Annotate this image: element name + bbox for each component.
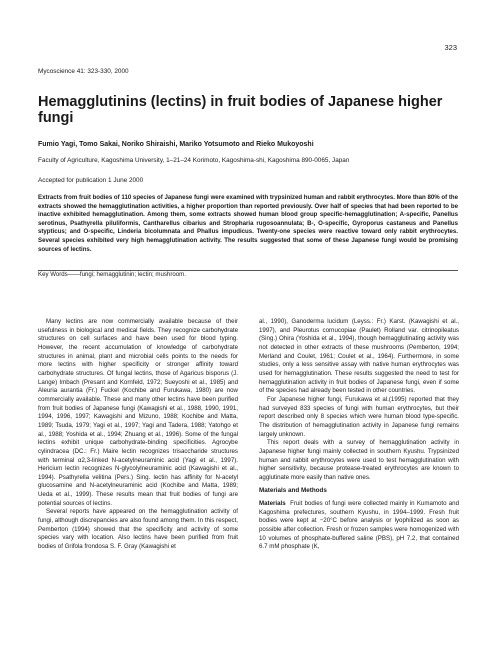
- journal-reference: Mycoscience 41: 323-330, 2000: [38, 68, 129, 75]
- materials-paragraph: [259, 500, 459, 552]
- affiliation: Faculty of Agriculture, Kagoshima University, 1–21–24 Korimoto, Kagoshima-shi, Kagoshima 890-0065, Japan: [38, 157, 350, 164]
- abstract: Extracts from fruit bodies of 110 species of Japanese fungi were examined with trypsinized human and rabbit erythrocytes. More than 80% of the extracts showed the hemagglutination activities, a higher proportion than reported previously. Over half of species that had been reported to be inactive exhibited hemagglutination. Among them, some extracts showed human blood group specific-hemagglutination; A-specific, Panellus serotinus, Psathyrella piluliformis, Cantharellus cibarius and Stropharia rugosoannulata; B-, O-specific, Gyroporus castaneus and Panellus stypticus; and O-specific, Linderia bicolumnata and Phallus impudicus. Twenty-one species were reactive toward only rabbit erythrocytes. Several species exhibited very high hemagglutination activity. The results suggested that some of these Japanese fungi would be promising sources of lectins.: [38, 194, 458, 253]
- accepted-date: Accepted for publication 1 June 2000: [38, 177, 144, 184]
- paragraph: This report deals with a survey of hemagglutination activity in Japanese higher fungi mainly collected in southern Kyushu. Trypsinized human and rabbit erythrocytes were used to test hemagglutination with higher sensitivity, because protease-treated erythrocytes are known to agglutinate more easily than native ones.: [259, 439, 459, 481]
- body-column-right: [259, 318, 459, 552]
- page-number: 323: [444, 43, 457, 52]
- run-in-heading: Materials: [259, 500, 286, 508]
- keywords: Key Words——fungi; hemagglutinin; lectin; mushroom.: [38, 271, 186, 278]
- paragraph: For Japanese higher fungi, Furukawa et al.(1995) reported that they had surveyed 833 species of fungi with human erythrocytes, but their report described only 8 species which were human blood type-specific. The distribution of hemagglutination activity in Japanese fungi remains largely unknown.: [259, 395, 459, 438]
- paragraph: Many lectins are now commercially available because of their usefulness in biological and medical fields. They recognize carbohydrate structures on cell surfaces and have been used for blood typing. However, the recent accumulation of knowledge of carbohydrate structures in animal, plant and microbial cells points to the needs for more lectins with higher specificity or stronger affinity toward carbohydrate structures. Of fungal lectins, those of Agaricus bisporus (J. Lange) Imbach (Presant and Kornfeld, 1972; Sueyoshi et al., 1985) and Aleuria aurantia (Fr.) Fuckel (Kochibe and Furukawa, 1980) are now commercially available. These and many other lectins have been purified from fruit bodies of Japanese fungi (Kawagishi et al., 1988, 1990, 1991, 1994, 1996, 1997; Kawagishi and Mizuno, 1988; Kochibe and Matta, 1989; Tsuda, 1979; Yagi et al., 1997; Yagi and Tadera, 1988; Yatohgo et al., 1988; Yoshida et al., 1994; Zhuang et al., 1996). Some of the fungal lectins exhibit unique carbohydrate-binding specificities. Agrocybe cylindracea (DC.: Fr.) Maire lectin recognizes trisaccharide structures with terminal α2,3-linked N-acetylneuraminic acid (Yagi et al., 1997). Hericium lectin recognizes N-glycolylneuraminic acid (Kawagishi et al., 1994). Psathyrella velitina (Pers.) Sing. lectin has affinity for N-acetyl glucosamine and N-acetylneuraminic acid (Kochibe and Matta, 1989; Ueda et al., 1999). These results mean that fruit bodies of fungi are potential sources of lectins.: [38, 318, 238, 507]
- paragraph: al., 1990), Ganoderma lucidum (Leyss.: Fr.) Karst. (Kawagishi et al., 1997), and Pleurotus cornucopiae (Paulet) Rolland var. citrinopileatus (Sing.) Ohira (Yoshida et al., 1994), though hemagglutinating activity was not detected in other extracts of these mushrooms (Pemberton, 1994; Merland and Coulet, 1961; Coulet et al., 1964). Furthermore, in some studies, only a less sensitive assay with native human erythrocytes was used for hemagglutination. These results suggested the need to test for hemagglutination activity in fruit bodies of Japanese fungi, even if some of the species had already been tested in other countries.: [259, 318, 459, 395]
- body-column-left: [38, 318, 238, 552]
- section-heading: Materials and Methods: [259, 487, 327, 495]
- author-list: Fumio Yagi, Tomo Sakai, Noriko Shiraishi, Mariko Yotsumoto and Rieko Mukoyoshi: [38, 141, 314, 148]
- paragraph: Several reports have appeared on the hemagglutination activity of fungi, although discrepancies are also found among them. In this respect, Pemberton (1994) showed that the specificity and activity of some species vary with location. Also lectins have been purified from fruit bodies of Grifola frondosa S. F. Gray (Kawagishi et: [38, 508, 238, 551]
- article-title: Hemagglutinins (lectins) in fruit bodies of Japanese higher fungi: [38, 94, 443, 126]
- paragraph-text: Fruit bodies of fungi were collected mainly in Kumamoto and Kagoshima prefectures, southern Kyushu, in 1994–1999. Fresh fruit bodies were kept at −20°C before analysis or lyophilized as soon as possible after collection. Fresh or frozen samples were homogenized with 10 volumes of phosphate-buffered saline (PBS), pH 7.2, that contained 6.7 mM phosphate (K,: [259, 500, 459, 551]
